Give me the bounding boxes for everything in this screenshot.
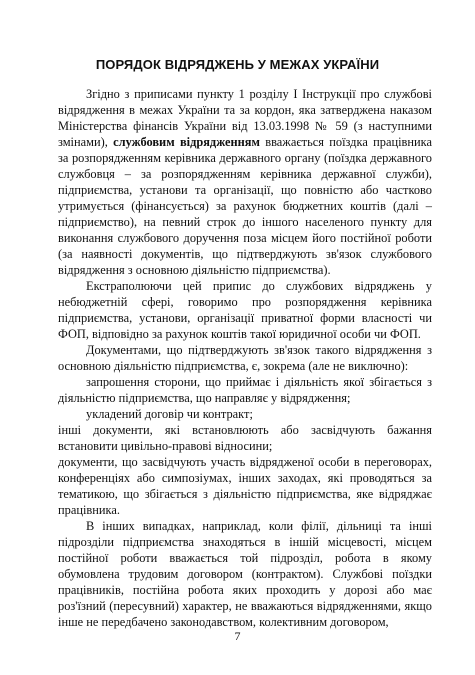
list-item-other-documents: інші документи, які встановлюють або засвідчують бажання встановити цивільно-правові відносини; [58,423,432,453]
paragraph-definition-part1: Згідно з приписами пункту 1 розділу І Інструкції про службові відрядження в межах України та за кордон, яка затверджена наказом Міністерства фінансів України від 13.03.1998 № 59 (з наступними змінами), [58,87,432,149]
page-number: 7 [234,629,241,643]
paragraph-extrapolation: Екстраполюючи цей припис до службових відряджень у небюджетній сфері, говоримо про розпорядження керівника підприємства, установи, організації приватної форми власності чи ФОП, відповідно за рахунок коштів такої юридичної особи чи ФОП. [58,279,432,341]
page-title: ПОРЯДОК ВІДРЯДЖЕНЬ У МЕЖАХ УКРАЇНИ [95,57,380,72]
paragraph-other-cases: В інших випадках, наприклад, коли філії, дільниці та інші підрозділи підприємства знаходяться в іншій місцевості, місцем постійної роботи вважається той підрозділ, робота в якому обумовлена трудовим договором (контрактом). Службові поїздки працівників, постійна робота яких проходить у дорозі або має роз'їзний (пересувний) характер, не вважаються відрядженнями, якщо інше не передбачено законодавством, колективним договором, [58,519,432,629]
paragraph-definition [58,86,432,278]
bold-term: службовим відрядженням [113,135,260,149]
list-item-invitation: запрошення сторони, що приймає і діяльність якої збігається з діяльністю підприємства, що направляє у відрядження; [58,375,432,405]
document-body [58,86,432,630]
paragraph-definition-part2: вважається поїздка працівника за розпорядженням керівника державного органу (поїздка державного службовця – за розпорядженням керівника державної служби), підприємства, установи та організації, що повністю або частково утримується (фінансується) за рахунок бюджетних коштів (далі – підприємство), на певний строк до іншого населеного пункту для виконання службового доручення поза місцем його постійної роботи (за наявності документів, що підтверджують зв'язок службового відрядження з основною діяльністю підприємства). [58,135,432,277]
paragraph-documents-intro: Документами, що підтверджують зв'язок такого відрядження з основною діяльністю підприємства, є, зокрема (але не виключно): [58,343,432,373]
list-item-contract: укладений договір чи контракт; [86,407,253,421]
list-item-participation: документи, що засвідчують участь відрядженої особи в переговорах, конференціях або симпозіумах, інших заходах, які проводяться за тематикою, що збігається з діяльністю підприємства, яке відряджає працівника. [58,455,432,517]
